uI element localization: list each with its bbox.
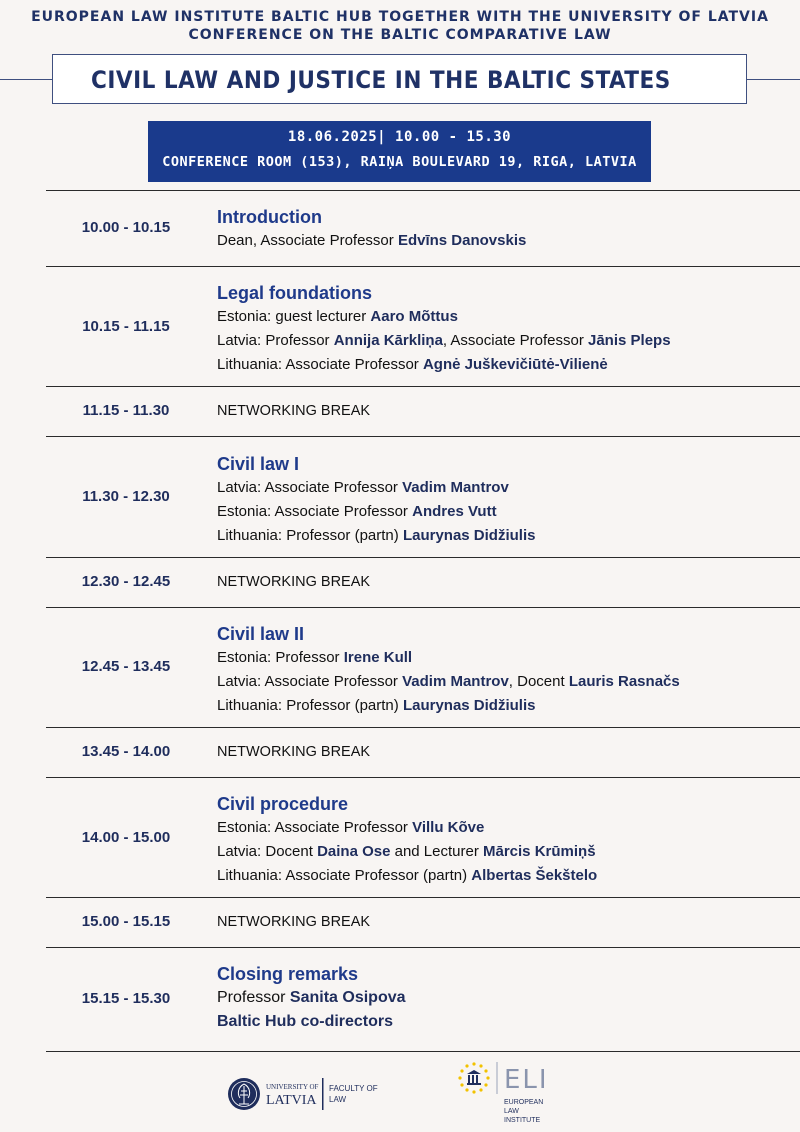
- ul-faculty-1: FACULTY OF: [329, 1084, 378, 1093]
- divider: [46, 190, 800, 191]
- speaker-line: Estonia: Professor Irene Kull: [217, 649, 413, 666]
- speaker-name: Laurynas Didžiulis: [402, 527, 536, 544]
- session-introduction: [217, 205, 526, 253]
- break-time: 13.45 - 14.00: [81, 743, 171, 760]
- session-time: 12.45 - 13.45: [81, 658, 171, 675]
- divider: [0, 79, 52, 80]
- session-title: Civil law II: [217, 624, 305, 644]
- session-time: 15.15 - 15.30: [81, 990, 171, 1007]
- break-time: 12.30 - 12.45: [81, 573, 171, 590]
- divider: [46, 557, 800, 558]
- speaker-name: Vadim Mantrov: [402, 479, 509, 496]
- speaker-line: Latvia: Associate Professor Vadim Mantrov: [217, 479, 509, 496]
- divider: [46, 266, 800, 267]
- divider: [46, 897, 800, 898]
- session-time: 11.30 - 12.30: [82, 488, 170, 505]
- speaker-line: Latvia: Professor Annija Kārkliņa, Associate Professor Jānis Pleps: [217, 332, 671, 349]
- networking-break: NETWORKING BREAK: [217, 914, 371, 930]
- session-civil-law-1: [217, 452, 535, 548]
- networking-break: NETWORKING BREAK: [217, 403, 371, 419]
- university-of-latvia-logo: [226, 1074, 396, 1118]
- eli-logo: [454, 1058, 564, 1132]
- header-line-2: CONFERENCE ON THE BALTIC COMPARATIVE LAW: [188, 27, 612, 43]
- eli-abbreviation: ELI: [504, 1065, 549, 1095]
- networking-break: NETWORKING BREAK: [217, 574, 371, 590]
- speaker-name: Vadim Mantrov: [402, 673, 509, 690]
- speaker-name: Edvīns Danovskis: [397, 232, 527, 249]
- speaker-line: Baltic Hub co-directors: [217, 1013, 394, 1030]
- event-location: CONFERENCE ROOM (153), RAIŅA BOULEVARD 19, RIGA, LATVIA: [162, 154, 637, 170]
- speaker-name: Villu Kõve: [412, 819, 485, 836]
- divider: [46, 436, 800, 437]
- speaker-name: Sanita Osipova: [289, 989, 406, 1006]
- divider: [46, 777, 800, 778]
- session-title: Closing remarks: [217, 964, 359, 984]
- speaker-name: Lauris Rasnačs: [568, 673, 680, 690]
- speaker-line: Latvia: Docent Daina Ose and Lecturer Mārcis Krūmiņš: [217, 843, 596, 860]
- speaker-line: Estonia: Associate Professor Villu Kõve: [217, 819, 485, 836]
- session-closing-remarks: [217, 962, 406, 1034]
- speaker-name: Albertas Šekštelo: [471, 867, 598, 884]
- speaker-line: Dean, Associate Professor Edvīns Danovskis: [217, 232, 527, 249]
- event-banner: [148, 121, 651, 182]
- speaker-name: Irene Kull: [343, 649, 413, 666]
- speaker-name: Mārcis Krūmiņš: [483, 843, 596, 860]
- speaker-line: Estonia: guest lecturer Aaro Mõttus: [217, 308, 458, 325]
- session-civil-law-2: [217, 622, 680, 718]
- session-title: Legal foundations: [217, 283, 372, 303]
- page-title: CIVIL LAW AND JUSTICE IN THE BALTIC STATES: [91, 66, 671, 94]
- university-seal-icon: [228, 1078, 260, 1110]
- session-civil-procedure: [217, 792, 597, 888]
- speaker-line: Estonia: Associate Professor Andres Vutt: [217, 503, 497, 520]
- speaker-name: Daina Ose: [317, 843, 391, 860]
- speaker-line: Lithuania: Professor (partn) Laurynas Didžiulis: [217, 697, 536, 714]
- break-time: 11.15 - 11.30: [82, 402, 170, 419]
- session-time: 10.00 - 10.15: [81, 219, 171, 236]
- divider: [46, 947, 800, 948]
- eli-name-1: EUROPEAN: [504, 1099, 544, 1106]
- ul-faculty-2: LAW: [329, 1095, 347, 1104]
- networking-break: NETWORKING BREAK: [217, 744, 371, 760]
- speaker-line: Lithuania: Professor (partn) Laurynas Didžiulis: [217, 527, 536, 544]
- speaker-line: Lithuania: Associate Professor Agnė Juškevičiūtė-Vilienė: [217, 356, 608, 373]
- speaker-name: Agnė Juškevičiūtė-Vilienė: [422, 356, 608, 373]
- speaker-name: Aaro Mõttus: [370, 308, 458, 325]
- title-box: [52, 54, 747, 104]
- speaker-line: Latvia: Associate Professor Vadim Mantrov, Docent Lauris Rasnačs: [217, 673, 680, 690]
- session-time: 14.00 - 15.00: [81, 829, 171, 846]
- ul-name-big: LATVIA: [266, 1093, 317, 1108]
- speaker-name: Laurynas Didžiulis: [402, 697, 536, 714]
- eli-name-3: INSTITUTE: [504, 1117, 541, 1124]
- speaker-name: Jānis Pleps: [588, 332, 671, 349]
- speaker-line: Lithuania: Associate Professor (partn) Albertas Šekštelo: [217, 867, 598, 884]
- header-line-1: EUROPEAN LAW INSTITUTE BALTIC HUB TOGETHER WITH THE UNIVERSITY OF LATVIA: [31, 9, 769, 25]
- event-date-time: 18.06.2025| 10.00 - 15.30: [287, 129, 512, 145]
- eli-name-2: LAW: [504, 1108, 519, 1115]
- session-title: Civil procedure: [217, 794, 349, 814]
- divider: [46, 1051, 800, 1052]
- session-title: Civil law I: [217, 454, 300, 474]
- divider: [747, 79, 800, 80]
- break-time: 15.00 - 15.15: [81, 913, 171, 930]
- speaker-line: Professor Sanita Osipova: [217, 989, 406, 1006]
- session-legal-foundations: [217, 281, 671, 377]
- speaker-name: Annija Kārkliņa: [333, 332, 443, 349]
- divider: [46, 727, 800, 728]
- speaker-name: Andres Vutt: [412, 503, 497, 520]
- divider: [46, 386, 800, 387]
- divider: [46, 607, 800, 608]
- building-icon: [467, 1070, 481, 1085]
- ul-name-small: UNIVERSITY OF: [266, 1083, 319, 1091]
- session-title: Introduction: [217, 207, 322, 227]
- session-time: 10.15 - 11.15: [82, 318, 170, 335]
